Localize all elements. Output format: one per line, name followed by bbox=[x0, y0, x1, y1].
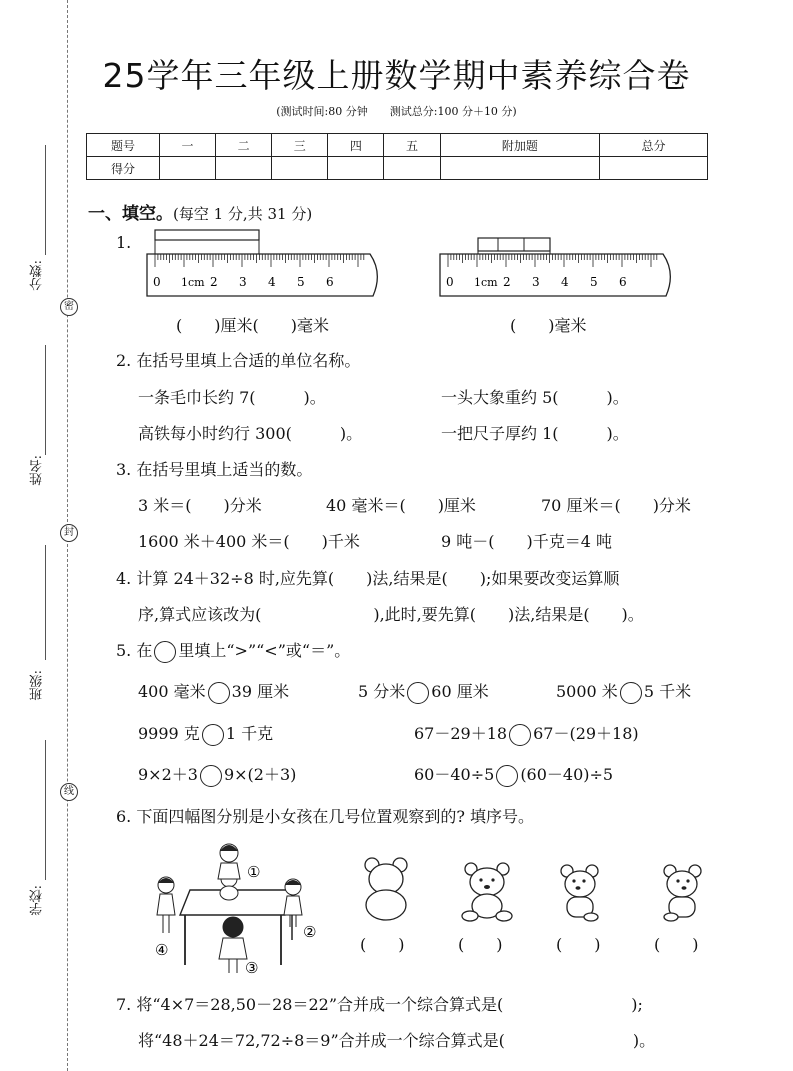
svg-text:1cm: 1cm bbox=[474, 276, 498, 289]
compare-circle[interactable] bbox=[202, 724, 224, 746]
class-label: 班级: bbox=[30, 670, 45, 701]
bear-side-view-left bbox=[658, 862, 704, 924]
q3-item-e: 9 吨－( )千克＝4 吨 bbox=[441, 532, 613, 551]
question-7-line-1: 7. 将“4×7＝28,50－28＝22”合并成一个综合算式是( ); bbox=[116, 995, 643, 1014]
school-label: 学校: bbox=[30, 885, 45, 916]
q6-answer-blank[interactable]: ( ) bbox=[360, 935, 405, 954]
q5-item: 9999 克 1 千克 bbox=[138, 721, 273, 746]
question-3-prompt: 3. 在括号里填上适当的数。 bbox=[116, 460, 313, 479]
compare-circle[interactable] bbox=[496, 765, 518, 787]
q2-item-c: 高铁每小时约行 300( )。 bbox=[138, 424, 363, 443]
table-cell: 五 bbox=[384, 134, 440, 157]
q6-answer-blank[interactable]: ( ) bbox=[654, 935, 699, 954]
q3-item-b: 40 毫米＝( )厘米 bbox=[326, 496, 476, 515]
q5-prompt-post: 里填上“>”“<”或“＝”。 bbox=[178, 641, 351, 660]
q5-item: 60－40÷5 (60－40)÷5 bbox=[414, 762, 613, 787]
table-cell: 题号 bbox=[87, 134, 160, 157]
question-7-line-2: 将“48＋24＝72,72÷8＝9”合并成一个综合算式是( )。 bbox=[138, 1031, 656, 1050]
name-line bbox=[45, 345, 46, 455]
table-cell: 三 bbox=[272, 134, 328, 157]
svg-text:3: 3 bbox=[239, 275, 247, 289]
table-cell: 二 bbox=[216, 134, 272, 157]
compare-circle[interactable] bbox=[200, 765, 222, 787]
position-label-2: ② bbox=[303, 923, 317, 941]
svg-text:0: 0 bbox=[153, 275, 161, 289]
svg-text:6: 6 bbox=[619, 275, 627, 289]
page-title: 25学年三年级上册数学期中素养综合卷 bbox=[102, 56, 691, 95]
q5-item: 9×2＋3 9×(2＋3) bbox=[138, 762, 296, 787]
question-5-prompt bbox=[116, 638, 350, 663]
position-label-4: ④ bbox=[155, 941, 169, 959]
table-cell: 总分 bbox=[600, 134, 708, 157]
svg-text:0: 0 bbox=[446, 275, 454, 289]
compare-circle[interactable] bbox=[407, 682, 429, 704]
score-line bbox=[45, 145, 46, 255]
circle-icon bbox=[154, 641, 176, 663]
q2-item-a: 一条毛巾长约 7( )。 bbox=[138, 388, 326, 407]
score-table bbox=[86, 133, 708, 180]
seal-feng: 封 bbox=[60, 524, 78, 542]
svg-text:4: 4 bbox=[268, 275, 276, 289]
ruler-body bbox=[147, 254, 377, 296]
question-2-prompt: 2. 在括号里填上合适的单位名称。 bbox=[116, 351, 361, 370]
score-label: 分数: bbox=[30, 260, 45, 291]
score-input-cell[interactable] bbox=[440, 157, 600, 180]
question-4-line-2: 序,算式应该改为( ),此时,要先算( )法,结果是( )。 bbox=[138, 605, 644, 624]
school-line bbox=[45, 740, 46, 880]
measured-bar bbox=[155, 230, 259, 240]
table-scene-illustration bbox=[145, 835, 330, 977]
section-note: (每空 1 分,共 31 分) bbox=[173, 205, 313, 223]
name-label: 姓名: bbox=[30, 455, 45, 486]
svg-text:6: 6 bbox=[326, 275, 334, 289]
q5-item: 400 毫米 39 厘米 bbox=[138, 679, 289, 704]
q2-item-b: 一头大象重约 5( )。 bbox=[441, 388, 629, 407]
measured-bar bbox=[478, 238, 550, 251]
ruler-right bbox=[438, 228, 678, 300]
svg-text:3: 3 bbox=[532, 275, 540, 289]
question-1-number: 1. bbox=[116, 233, 132, 252]
class-line bbox=[45, 545, 46, 660]
q5-item: 5000 米 5 千米 bbox=[556, 679, 691, 704]
bear-back-view bbox=[358, 855, 414, 923]
table-cell: 一 bbox=[160, 134, 216, 157]
seal-mi: 密 bbox=[60, 298, 78, 316]
score-input-cell[interactable] bbox=[216, 157, 272, 180]
svg-text:5: 5 bbox=[590, 275, 598, 289]
table-cell: 四 bbox=[328, 134, 384, 157]
q6-answer-blank[interactable]: ( ) bbox=[556, 935, 601, 954]
bear-side-view-right bbox=[558, 862, 604, 924]
score-input-cell[interactable] bbox=[272, 157, 328, 180]
q1-answer-left: ( )厘米( )毫米 bbox=[176, 316, 329, 335]
ruler-left bbox=[145, 228, 385, 300]
compare-circle[interactable] bbox=[509, 724, 531, 746]
seal-xian: 线 bbox=[60, 783, 78, 801]
score-input-cell[interactable] bbox=[328, 157, 384, 180]
svg-text:5: 5 bbox=[297, 275, 305, 289]
ruler-body bbox=[440, 254, 670, 296]
q3-item-c: 70 厘米＝( )分米 bbox=[541, 496, 691, 515]
svg-text:1cm: 1cm bbox=[181, 276, 205, 289]
q6-answer-blank[interactable]: ( ) bbox=[458, 935, 503, 954]
score-input-cell[interactable] bbox=[160, 157, 216, 180]
table-cell: 得分 bbox=[87, 157, 160, 180]
compare-circle[interactable] bbox=[208, 682, 230, 704]
test-info: (测试时间:80 分钟 测试总分:100 分＋10 分) bbox=[276, 105, 517, 118]
table-cell: 附加题 bbox=[440, 134, 600, 157]
score-input-cell[interactable] bbox=[600, 157, 708, 180]
q3-item-d: 1600 米＋400 米＝( )千米 bbox=[138, 532, 360, 551]
section-title: 一、填空。 bbox=[88, 204, 173, 224]
question-4-line-1: 4. 计算 24＋32÷8 时,应先算( )法,结果是( );如果要改变运算顺 bbox=[116, 569, 620, 588]
question-6-prompt: 6. 下面四幅图分别是小女孩在几号位置观察到的? 填序号。 bbox=[116, 807, 535, 826]
q5-item: 5 分米 60 厘米 bbox=[358, 679, 489, 704]
q3-item-a: 3 米＝( )分米 bbox=[138, 496, 262, 515]
svg-text:2: 2 bbox=[503, 275, 511, 289]
svg-text:2: 2 bbox=[210, 275, 218, 289]
compare-circle[interactable] bbox=[620, 682, 642, 704]
q1-answer-right: ( )毫米 bbox=[510, 316, 587, 335]
score-table-header-row bbox=[87, 134, 708, 157]
position-label-1: ① bbox=[247, 863, 261, 881]
score-table-score-row bbox=[87, 157, 708, 180]
svg-text:4: 4 bbox=[561, 275, 569, 289]
q5-prompt-pre: 5. 在 bbox=[116, 641, 153, 660]
q2-item-d: 一把尺子厚约 1( )。 bbox=[441, 424, 629, 443]
bear-front-view bbox=[458, 860, 518, 924]
score-input-cell[interactable] bbox=[384, 157, 440, 180]
section-heading bbox=[88, 199, 312, 224]
position-label-3: ③ bbox=[245, 959, 259, 977]
q5-item: 67－29＋18 67－(29＋18) bbox=[414, 721, 639, 746]
